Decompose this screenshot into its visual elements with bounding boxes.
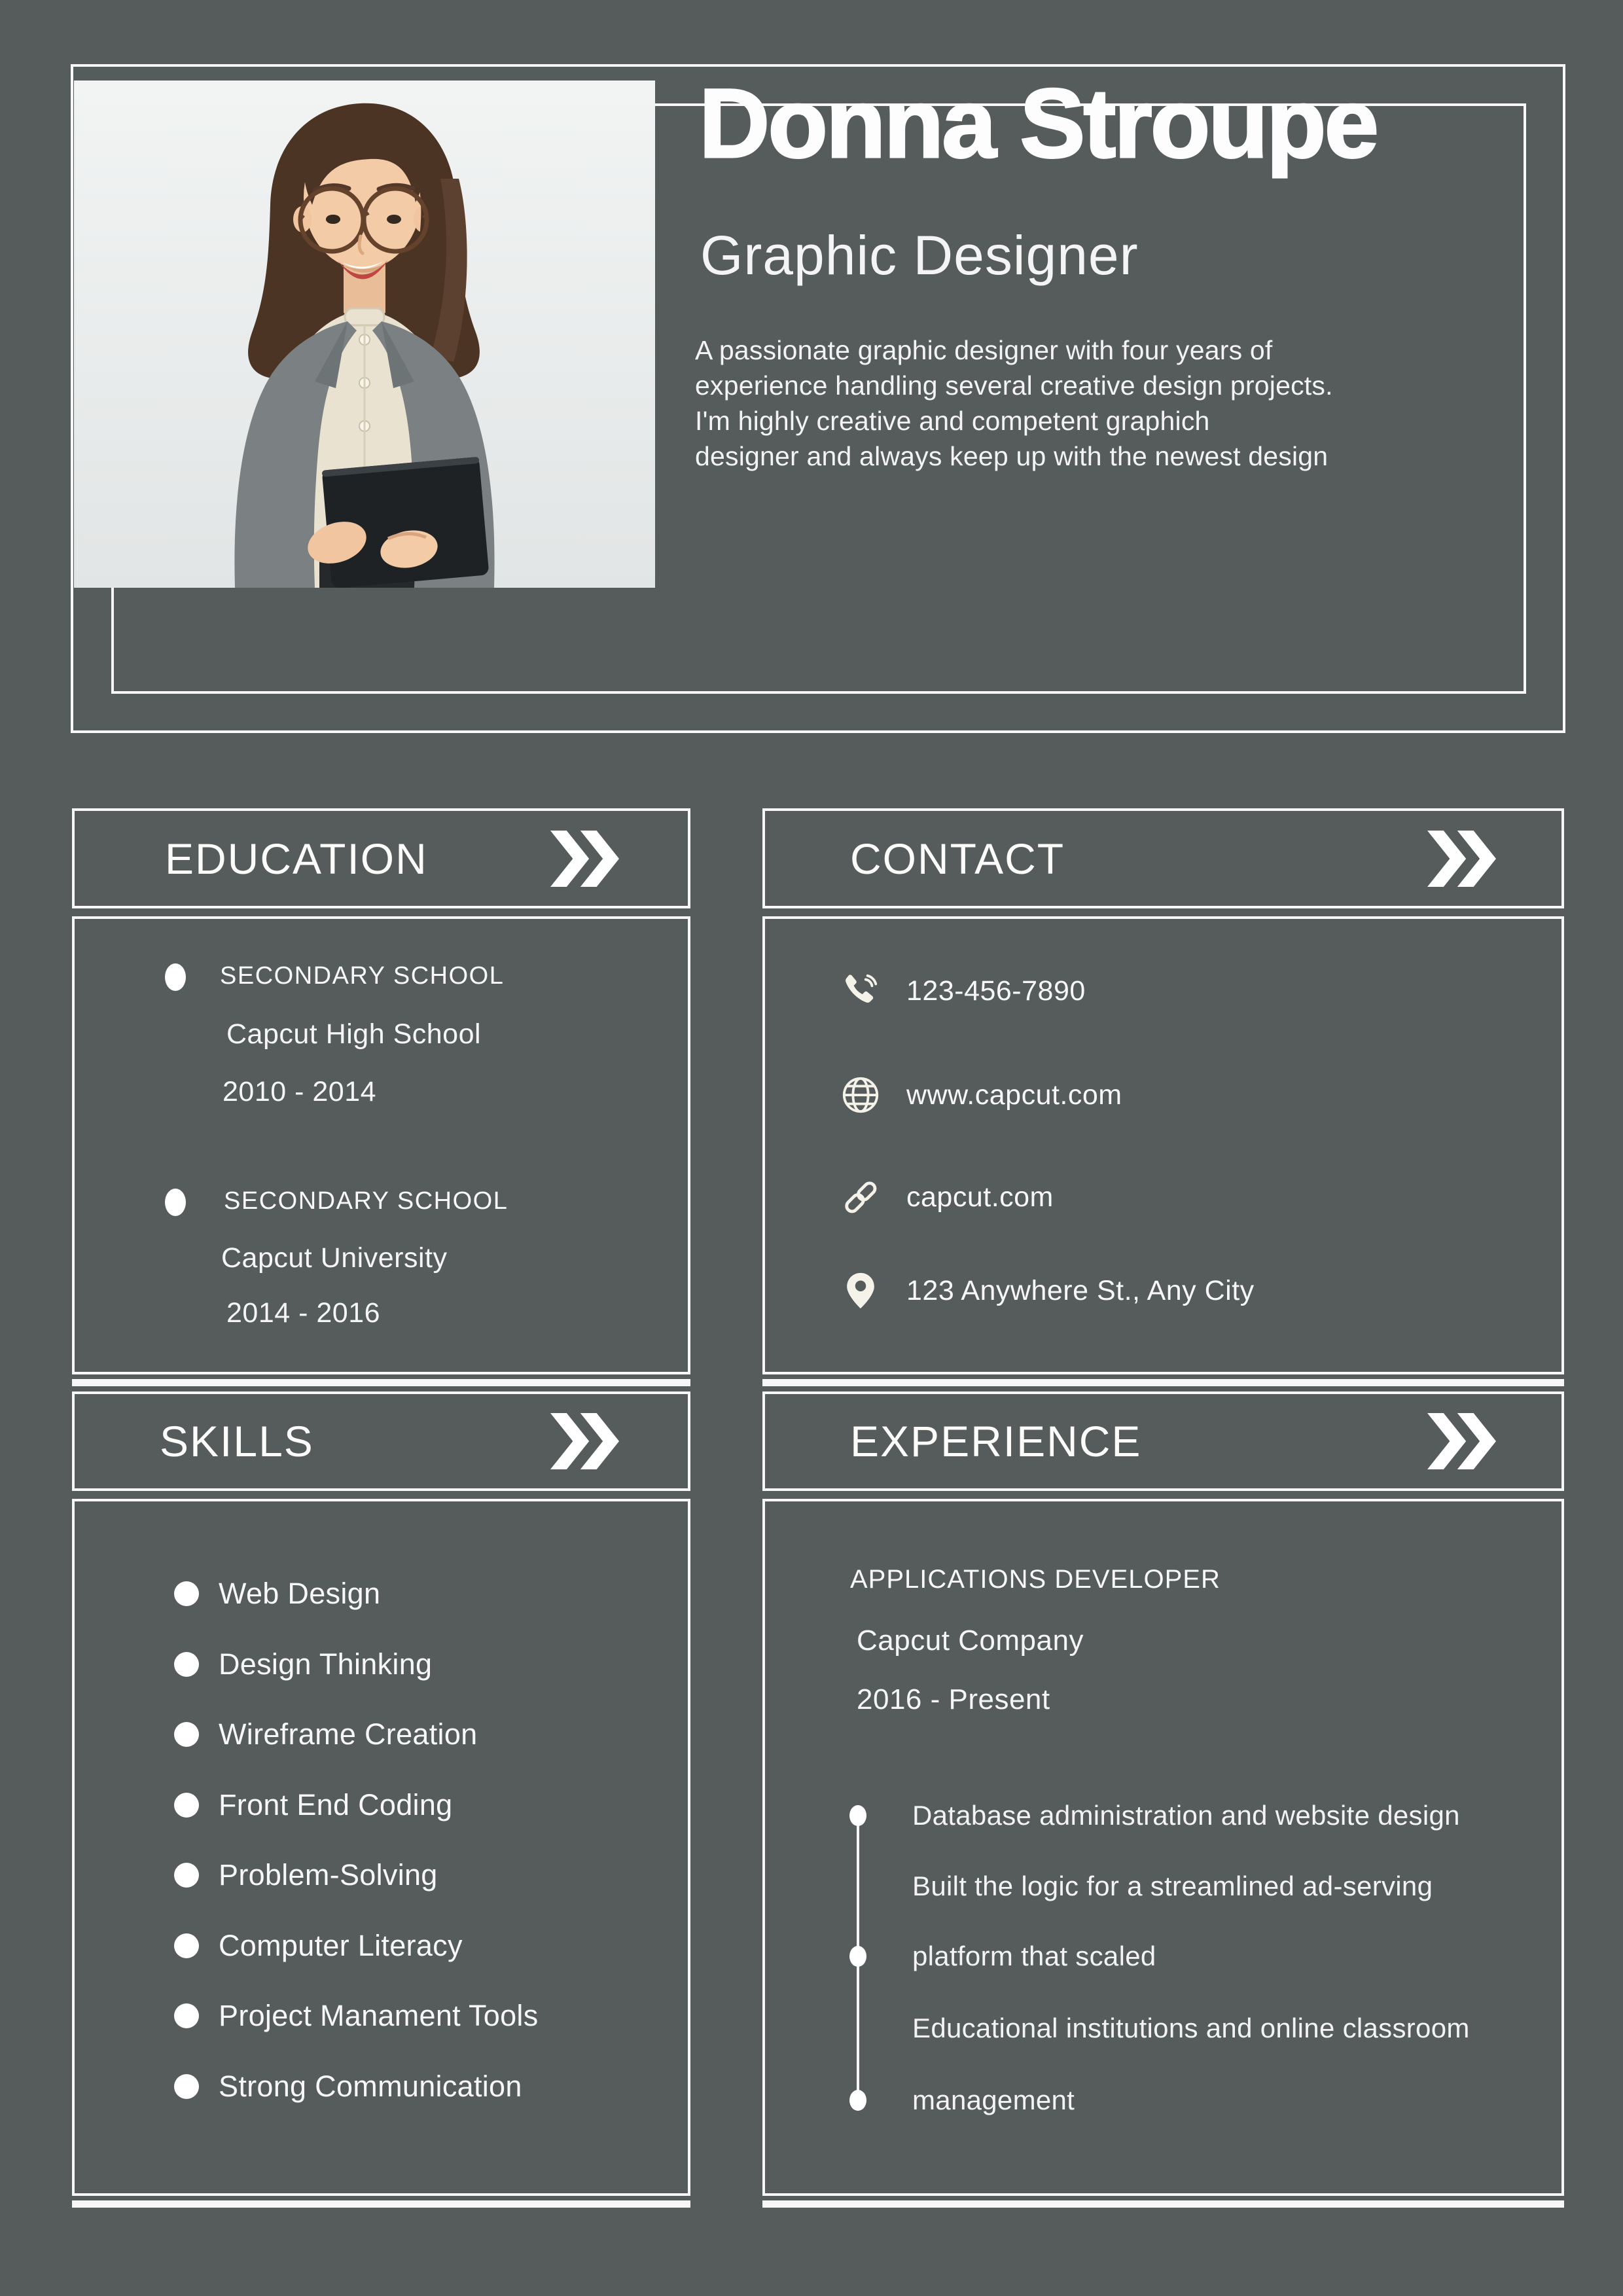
skill-label: Strong Communication: [219, 2070, 522, 2103]
contact-row-address: [840, 1265, 1255, 1317]
location-pin-icon: [840, 1270, 882, 1312]
education-item-years: 2010 - 2014: [223, 1076, 377, 1107]
double-chevron-icon: [1427, 831, 1496, 887]
skill-label: Wireframe Creation: [219, 1717, 478, 1751]
experience-bullet: management: [912, 2085, 1075, 2115]
circle-bullet-icon: [165, 963, 186, 991]
contact-row-phone: [840, 965, 1086, 1017]
skill-label: Web Design: [219, 1577, 381, 1610]
experience-bullet: Database administration and website design: [912, 1800, 1460, 1831]
skill-item: [174, 1785, 453, 1825]
experience-role: APPLICATIONS DEVELOPER: [850, 1565, 1221, 1594]
profile-photo: [74, 81, 655, 588]
skill-label: Front End Coding: [219, 1788, 453, 1821]
profile-summary: [695, 332, 1474, 474]
contact-link-text: capcut.com: [906, 1181, 1054, 1213]
person-job-title: Graphic Designer: [700, 224, 1139, 286]
education-section-header: [72, 808, 690, 908]
contact-website-text: www.capcut.com: [906, 1079, 1122, 1111]
contact-address-text: 123 Anywhere St., Any City: [906, 1274, 1255, 1306]
education-content-box: [72, 916, 690, 1374]
contact-heading: CONTACT: [850, 834, 1065, 883]
skill-item: [174, 1573, 380, 1614]
skill-item: [174, 1855, 438, 1895]
summary-line: experience handling several creative design projects.: [695, 370, 1333, 401]
portrait-illustration: [74, 81, 655, 588]
contact-row-link: [840, 1171, 1054, 1223]
experience-bullet: Educational institutions and online classroom: [912, 2013, 1470, 2043]
experience-heading: EXPERIENCE: [850, 1417, 1142, 1465]
globe-icon: [840, 1074, 882, 1116]
skill-item: [174, 1996, 539, 2036]
double-chevron-icon: [550, 831, 619, 887]
circle-bullet-icon: [174, 1652, 199, 1677]
timeline-dot-icon: [849, 1805, 866, 1826]
person-name: Donna Stroupe: [699, 68, 1377, 178]
summary-line: designer and always keep up with the newest design: [695, 441, 1329, 471]
experience-bullet: Built the logic for a streamlined ad-serving: [912, 1871, 1433, 1901]
circle-bullet-icon: [165, 1189, 186, 1216]
experience-bullet: platform that scaled: [912, 1941, 1156, 1971]
skill-item: [174, 1926, 463, 1966]
contact-phone-text: 123-456-7890: [906, 975, 1086, 1007]
experience-period: 2016 - Present: [857, 1683, 1050, 1715]
skill-item: [174, 1644, 432, 1685]
education-item-school: Capcut High School: [226, 1018, 482, 1050]
education-heading: EDUCATION: [165, 834, 428, 883]
education-item-label: SECONDARY SCHOOL: [224, 1187, 508, 1215]
contact-row-website: [840, 1069, 1122, 1121]
skill-label: Problem-Solving: [219, 1858, 438, 1892]
double-chevron-icon: [1427, 1413, 1496, 1469]
skill-label: Design Thinking: [219, 1647, 433, 1681]
link-icon: [840, 1176, 882, 1218]
skill-item: [174, 2066, 522, 2107]
experience-section-header: [762, 1391, 1564, 1491]
circle-bullet-icon: [174, 1793, 199, 1818]
skill-label: Computer Literacy: [219, 1929, 463, 1962]
skills-heading: SKILLS: [160, 1417, 314, 1465]
circle-bullet-icon: [174, 1863, 199, 1888]
summary-line: I'm highly creative and competent graphich: [695, 406, 1210, 436]
circle-bullet-icon: [174, 1581, 199, 1606]
circle-bullet-icon: [174, 2003, 199, 2028]
education-item-years: 2014 - 2016: [226, 1297, 381, 1329]
contact-section-header: [762, 808, 1564, 908]
experience-content-box: [762, 1499, 1564, 2196]
circle-bullet-icon: [174, 1722, 199, 1747]
summary-line: A passionate graphic designer with four years of: [695, 335, 1273, 365]
experience-company: Capcut Company: [857, 1624, 1084, 1657]
circle-bullet-icon: [174, 2074, 199, 2099]
timeline-dot-icon: [849, 2090, 866, 2111]
phone-icon: [840, 970, 882, 1012]
contact-content-box: [762, 916, 1564, 1374]
double-chevron-icon: [550, 1413, 619, 1469]
skill-label: Project Manament Tools: [219, 1999, 539, 2032]
circle-bullet-icon: [174, 1933, 199, 1958]
skill-item: [174, 1714, 478, 1755]
timeline-dot-icon: [849, 1946, 866, 1967]
skills-content-box: [72, 1499, 690, 2196]
education-item-label: SECONDARY SCHOOL: [220, 962, 505, 990]
skills-section-header: [72, 1391, 690, 1491]
education-item-school: Capcut University: [221, 1242, 448, 1274]
